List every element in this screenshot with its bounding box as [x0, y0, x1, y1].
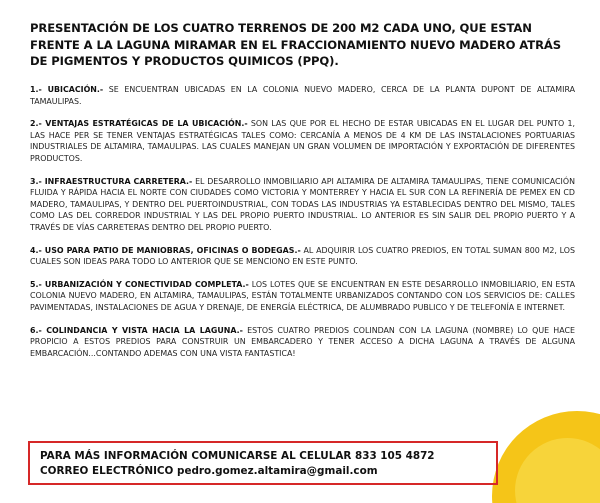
- section-colindancia: [30, 325, 575, 360]
- section-body: ESTOS CUATRO PREDIOS COLINDAN CON LA LAGUNA (NOMBRE) LO QUE HACE PROPICIO A ESTOS PREDIOS PARA CONSTRUIR UN EMBARCADERO Y TENER ACCESO A DICHA LAGUNA A TRAVÉS DE ALGUNA EMBARCACIÓN...CONTANDO ADEMAS CON UNA VISTA FANTASTICA!: [30, 325, 575, 358]
- section-body: AL ADQUIRIR LOS CUATRO PREDIOS, EN TOTAL SUMAN 800 M2, LOS CUALES SON IDEAS PARA TODO LO ANTERIOR QUE SE MENCIONO EN ESTE PUNTO.: [30, 245, 576, 267]
- section-body: SON LAS QUE POR EL HECHO DE ESTAR UBICADAS EN EL LUGAR DEL PUNTO 1, LAS HACE PER SE TENER VENTAJAS ESTRATÉGICAS TALES COMO: CERCANÍA A MENOS DE 4 KM DE LAS INSTALACIONES PORTUARIAS INDUSTRIALES DE ALTAMIRA, TAMAULIPAS. LAS CUALES MANEJAN UN GRAN VOLUMEN DE IMPORTACIÓN Y EXPORTACIÓN DE DIFERENTES PRODUCTOS.: [30, 119, 575, 163]
- section-heading: 5.- URBANIZACIÓN Y CONECTIVIDAD COMPLETA.-: [30, 279, 249, 289]
- section-heading: 1.- UBICACIÓN.-: [30, 85, 104, 94]
- section-urbanizacion: [30, 279, 575, 314]
- section-body: LOS LOTES QUE SE ENCUENTRAN EN ESTE DESARROLLO INMOBILIARIO, EN ESTA COLONIA NUEVO MADERO, EN ALTAMIRA, TAMAULIPAS, ESTÁN TOTALMENTE URBANIZADOS CONTANDO CON LOS SERVICIOS DE: CALLES PAVIMENTADAS, INSTALACIONES DE AGUA Y DRENAJE, DE ENERGÍA ELÉCTRICA, DE ALUMBRADO PUBLICO Y DE TELEFONÍA E INTERNET.: [30, 279, 575, 312]
- section-infraestructura: [30, 176, 575, 234]
- section-heading: 6.- COLINDANCIA Y VISTA HACIA LA LAGUNA.-: [30, 325, 243, 335]
- contact-phone: PARA MÁS INFORMACIÓN COMUNICARSE AL CELULAR 833 105 4872: [40, 450, 435, 462]
- section-uso: [30, 245, 575, 268]
- section-heading: 2.- VENTAJAS ESTRATÉGICAS DE LA UBICACIÓN.-: [30, 119, 248, 129]
- section-heading: 3.- INFRAESTRUCTURA CARRETERA.-: [30, 176, 193, 186]
- contact-box: [28, 441, 498, 485]
- section-ubicacion: [30, 84, 575, 107]
- document-title: PRESENTACIÓN DE LOS CUATRO TERRENOS DE 200 M2 CADA UNO, QUE ESTAN FRENTE A LA LAGUNA MIRAMAR EN EL FRACCIONAMIENTO NUEVO MADERO ATRÁS DE PIGMENTOS Y PRODUCTOS QUIMICOS (PPQ).: [30, 21, 562, 68]
- section-heading: 4.- USO PARA PATIO DE MANIOBRAS, OFICINAS O BODEGAS.-: [30, 245, 301, 255]
- section-body: EL DESARROLLO INMOBILIARIO API ALTAMIRA DE ALTAMIRA TAMAULIPAS, TIENE COMUNICACIÓN FLUIDA Y RÁPIDA HACIA EL NORTE CON CIUDADES COMO VICTORIA Y MONTERREY Y HACIA EL SUR CON LA REFINERÍA DE PEMEX EN CD MADERO, TAMAULIPAS, Y DENTRO DEL PUERTOINDUSTRIAL, CON TODAS LAS INDUSTRIAS YA ESTABLECIDAS DENTRO DEL MISMO, TALES COMO LAS DEL CORREDOR INDUSTRIAL Y LAS DEL PROPIO PUERTO INDUSTRIAL. LO ANTERIOR ES SIN SALIR DEL PROPIO PUERTO Y A TRAVÉS DE VÍAS CARRETERAS DENTRO DEL PROPIO PUERTO.: [30, 176, 575, 232]
- sections-container: [30, 84, 575, 370]
- contact-email: CORREO ELECTRÓNICO pedro.gomez.altamira@gmail.com: [40, 465, 378, 477]
- section-body: SE ENCUENTRAN UBICADAS EN LA COLONIA NUEVO MADERO, CERCA DE LA PLANTA DUPONT DE ALTAMIRA TAMAULIPAS.: [30, 85, 576, 106]
- section-ventajas: [30, 118, 575, 164]
